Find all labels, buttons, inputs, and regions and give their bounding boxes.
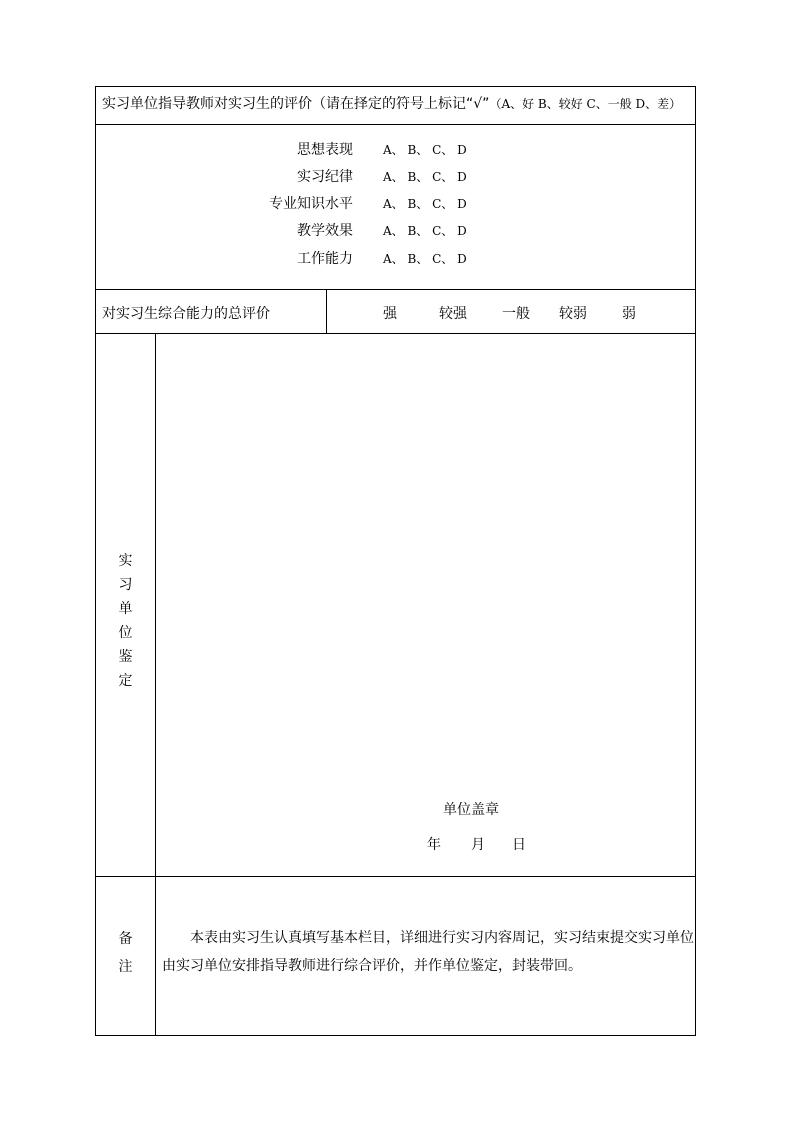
appraisal-label-char: 鉴 bbox=[118, 649, 133, 665]
scale-option-strong[interactable]: 强 bbox=[383, 306, 397, 322]
date-day: 日 bbox=[512, 837, 526, 853]
criterion-options[interactable]: A、 B、 C、 D bbox=[383, 252, 467, 266]
criterion-label: 实习纪律 bbox=[297, 169, 353, 185]
date-year: 年 bbox=[427, 837, 441, 853]
divider bbox=[155, 333, 156, 1036]
remarks-text: 本表由实习生认真填写基本栏目，详细进行实习内容周记，实习结束提交实习单位由实习单位安排指导教师进行综合评价，并作单位鉴定，封装带回。 bbox=[162, 930, 694, 974]
divider bbox=[96, 124, 695, 125]
unit-seal-label: 单位盖章 bbox=[443, 802, 499, 818]
header-title: 实习单位指导教师对实习生的评价（请在择定的符号上标记 bbox=[102, 96, 466, 112]
overall-label: 对实习生综合能力的总评价 bbox=[102, 306, 270, 322]
evaluation-form bbox=[95, 86, 696, 1036]
criterion-options[interactable]: A、 B、 C、 D bbox=[383, 197, 467, 211]
grade-legend: （A、好 B、较好 C、一般 D、差） bbox=[489, 97, 682, 111]
date-month: 月 bbox=[471, 837, 485, 853]
criterion-label: 工作能力 bbox=[297, 251, 353, 267]
scale-option-average[interactable]: 一般 bbox=[502, 306, 530, 322]
criterion-options[interactable]: A、 B、 C、 D bbox=[383, 224, 467, 238]
appraisal-label bbox=[96, 549, 155, 693]
appraisal-label-char: 实 bbox=[118, 553, 133, 569]
criterion-label: 专业知识水平 bbox=[269, 196, 353, 212]
remarks-label-char: 备 bbox=[118, 931, 133, 947]
check-mark: “√” bbox=[466, 96, 490, 112]
scale-option-fairly-weak[interactable]: 较弱 bbox=[559, 306, 587, 322]
header-instruction bbox=[102, 93, 681, 113]
criterion-options[interactable]: A、 B、 C、 D bbox=[383, 143, 467, 157]
remarks-label-char: 注 bbox=[118, 959, 133, 975]
remarks-label bbox=[96, 925, 155, 981]
appraisal-label-char: 单 bbox=[118, 601, 133, 617]
criterion-label: 思想表现 bbox=[297, 142, 353, 158]
divider bbox=[96, 876, 695, 877]
scale-option-fairly-strong[interactable]: 较强 bbox=[439, 306, 467, 322]
scale-option-weak[interactable]: 弱 bbox=[622, 306, 636, 322]
divider bbox=[96, 289, 695, 290]
criterion-label: 教学效果 bbox=[297, 223, 353, 239]
appraisal-label-char: 位 bbox=[118, 625, 133, 641]
criterion-options[interactable]: A、 B、 C、 D bbox=[383, 170, 467, 184]
appraisal-label-char: 定 bbox=[118, 673, 133, 689]
divider bbox=[326, 289, 327, 333]
appraisal-label-char: 习 bbox=[118, 577, 133, 593]
divider bbox=[96, 333, 695, 334]
